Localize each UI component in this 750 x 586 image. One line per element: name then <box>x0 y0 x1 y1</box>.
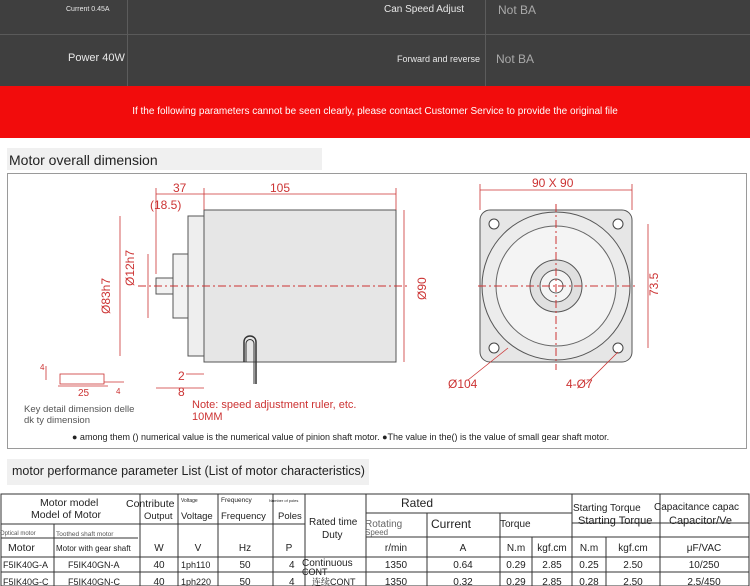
row2-gear: F5IK40GN-C <box>68 577 121 586</box>
hdr-motor: Motor <box>8 542 35 554</box>
hdr-rated-time: Rated time <box>309 517 358 528</box>
motor-front-view <box>478 204 638 370</box>
row1-v: 1ph110 <box>181 560 211 570</box>
row2-duty: 连续CONT <box>312 577 356 586</box>
hdr-voltage: Voltage <box>181 511 213 522</box>
unit-w: W <box>154 543 164 554</box>
row1-rpm: 1350 <box>384 560 408 571</box>
dim-73-5: 73.5 <box>647 272 661 296</box>
unit-rpm: r/min <box>384 543 408 554</box>
row2-kgf: 2.85 <box>542 577 562 586</box>
unit-kgfcm: kgf.cm <box>537 543 567 554</box>
hdr-motor-model: Motor model <box>40 497 99 509</box>
row2-w: 40 <box>153 577 165 586</box>
spec-col-divider <box>485 0 486 86</box>
performance-table <box>0 493 750 586</box>
unit-a: A <box>459 543 467 554</box>
unit-start-kgfcm: kgf.cm <box>618 543 648 554</box>
table-row <box>3 576 721 586</box>
spec-power: Power 40W <box>68 52 125 64</box>
row1-motor: F5IK40G-A <box>3 560 49 570</box>
motor-side-view <box>138 210 408 384</box>
dim-104: Ø104 <box>448 377 478 391</box>
hdr-model-of-motor: Model of Motor <box>31 509 102 521</box>
row2-skgf: 2.50 <box>623 577 643 586</box>
row1-p: 4 <box>289 560 295 571</box>
row1-nm: 0.29 <box>506 560 526 571</box>
dim-105: 105 <box>270 181 291 195</box>
units-row <box>154 543 721 554</box>
dim-2: 2 <box>178 369 185 383</box>
hdr-current: Current <box>431 517 472 531</box>
notice-banner <box>0 86 750 138</box>
hdr-output: Output <box>144 511 173 522</box>
spec-reverse-label: Forward and reverse <box>397 54 481 64</box>
dim-25: 25 <box>78 388 90 399</box>
hdr-starting-torque-1: Starting Torque <box>573 503 641 514</box>
dim-4x7: 4-Ø7 <box>566 377 593 391</box>
row1-snm: 0.25 <box>579 560 599 571</box>
hdr-starting-torque-2: Starting Torque <box>578 515 653 527</box>
row1-cap: 10/250 <box>688 560 720 571</box>
spec-speed-adjust-value: Not BA <box>498 3 537 17</box>
unit-hz: Hz <box>238 543 252 554</box>
row2-motor: F5IK40G-C <box>3 577 49 586</box>
dim-83h7: Ø83h7 <box>99 277 113 314</box>
unit-start-nm: N.m <box>579 543 599 554</box>
dimension-footnote: ● among them () numerical value is the numerical value of pinion shaft motor. ●The value in the() is the value of small gear shaft motor. <box>72 432 610 442</box>
hdr-poles: Poles <box>278 511 302 522</box>
notice-text: If the following parameters cannot be seen clearly, please contact Customer Service to provide the original file <box>132 106 618 117</box>
perf-section-title: motor performance parameter List (List of motor characteristics) <box>12 464 365 478</box>
hdr-rotating: Rotating <box>365 519 403 530</box>
red-note-line-2: 10MM <box>192 411 223 423</box>
row2-v: 1ph220 <box>181 577 212 586</box>
row1-w: 40 <box>153 560 165 571</box>
row1-duty-1: Continuous <box>302 558 353 569</box>
unit-nm: N.m <box>506 543 526 554</box>
unit-cap: μF/VAC <box>686 543 722 554</box>
spec-header-panel <box>0 0 750 86</box>
row1-a: 0.64 <box>453 560 473 571</box>
dimension-drawing <box>7 173 747 449</box>
row2-nm: 0.29 <box>506 577 526 586</box>
red-note-line-1: Note: speed adjustment ruler, etc. <box>192 399 357 411</box>
hdr-contribute: Contribute <box>126 498 175 510</box>
dim-8: 8 <box>178 385 185 399</box>
row2-hz: 50 <box>239 577 251 586</box>
hdr-torque: Torque <box>500 519 531 530</box>
hdr-poles-small: Number of poles <box>269 498 299 503</box>
hdr-capacitance: Capacitance capac <box>654 502 740 513</box>
dimension-section-title: Motor overall dimension <box>9 152 158 168</box>
row1-duty-2: CONT <box>302 567 328 577</box>
table-row <box>3 558 720 577</box>
row1-kgf: 2.85 <box>542 560 562 571</box>
hdr-frequency: Frequency <box>221 511 266 522</box>
row2-rpm: 1350 <box>384 577 408 586</box>
unit-v: V <box>194 543 202 554</box>
row2-p: 4 <box>289 577 295 586</box>
dim-4b: 4 <box>116 387 121 396</box>
key-note-line-2: dk ty dimension <box>24 415 91 426</box>
hdr-duty: Duty <box>322 530 343 541</box>
hdr-rated: Rated <box>401 496 434 510</box>
spec-speed-adjust-label: Can Speed Adjust <box>384 4 465 15</box>
hdr-optical-motor: Optical motor <box>0 531 36 537</box>
row2-snm: 0.28 <box>579 577 599 586</box>
hdr-capacitor: Capacitor/Ve <box>669 515 732 527</box>
spec-col-divider <box>127 0 128 86</box>
unit-p: P <box>285 543 293 554</box>
hdr-gear: Motor with gear shaft <box>56 544 131 553</box>
row1-skgf: 2.50 <box>623 560 643 571</box>
row2-a: 0.32 <box>453 577 473 586</box>
hdr-toothed-motor: Toothed shaft motor <box>56 531 114 538</box>
dim-12h7: Ø12h7 <box>123 249 137 286</box>
key-detail-shape <box>60 374 104 384</box>
dim-90x90: 90 X 90 <box>532 176 574 190</box>
row1-hz: 50 <box>239 560 251 571</box>
hdr-frequency-small: Frequency <box>221 497 252 504</box>
row2-cap: 2.5/450 <box>687 577 721 586</box>
hdr-voltage-small: Voltage <box>181 498 198 504</box>
spec-current: Current 0.45A <box>66 6 110 13</box>
spec-reverse-value: Not BA <box>496 52 535 66</box>
key-note-line-1: Key detail dimension delle <box>24 404 135 415</box>
hdr-speed: Speed <box>365 528 389 537</box>
dim-4: 4 <box>40 363 45 372</box>
dim-90: Ø90 <box>415 277 429 300</box>
row1-gear: F5IK40GN-A <box>68 560 120 570</box>
dim-18-5: (18.5) <box>150 198 182 212</box>
spec-row-divider <box>0 34 750 35</box>
dim-37: 37 <box>173 181 187 195</box>
